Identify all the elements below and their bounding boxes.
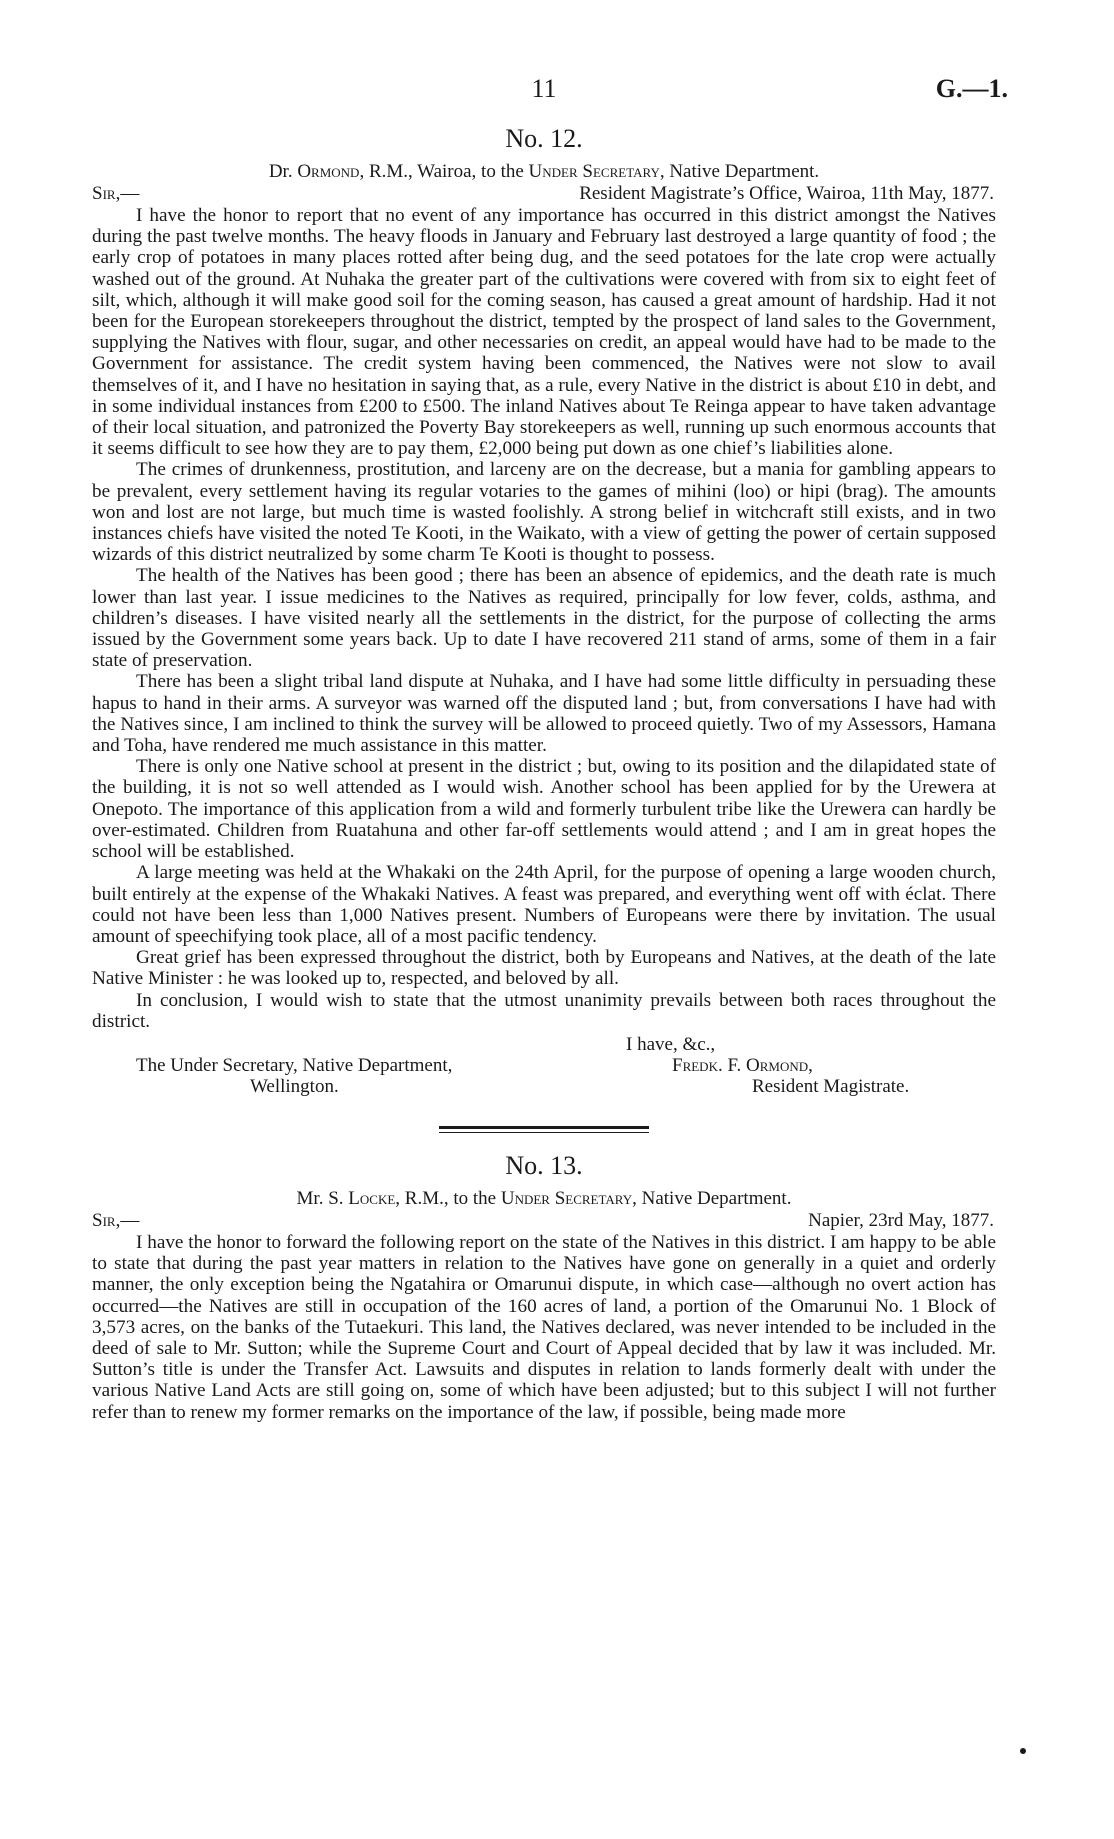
signature-title: Resident Magistrate. bbox=[752, 1075, 910, 1097]
section-divider bbox=[439, 1126, 649, 1129]
heading-from-rest: , R.M., Wairoa, to the bbox=[359, 161, 529, 182]
letter-no-12 bbox=[92, 124, 996, 1102]
section-divider-thin bbox=[439, 1132, 649, 1133]
heading-from-rest: , R.M., to the bbox=[395, 1187, 501, 1209]
paragraph: I have the honor to report that no event of any importance has occurred in this district amongst the Natives during the past twelve months. The heavy floods in January and February last destroyed a large quantity of food ; the early crop of potatoes in many places rotted after being dug, and the seed potatoes for the late crop were actually washed out of the ground. At Nuhaka the greater part of the cultivations were covered with from six to eight feet of silt, which, although it will make good soil for the coming season, has caused a great amount of hardship. Had it not been for the European storekeepers throughout the district, tempted by the prospect of land sales to the Government, supplying the Natives with flour, sugar, and other necessaries on credit, an appeal would have had to be made to the Government for assistance. The credit system having been commenced, the Natives were not slow to avail themselves of it, and I have no hesitation in saying that, as a rule, every Native in the district is about £10 in debt, and in some individual instances from £200 to £500. The inland Natives about Te Reinga appear to have taken advantage of their local situation, and patronized the Poverty Bay storekeepers as well, running up such enormous accounts that it seems difficult to see how they are to pay them, £2,000 being put down as one chief’s liabilities alone. bbox=[92, 205, 996, 460]
paragraph: A large meeting was held at the Whakaki on the 24th April, for the purpose of opening a large wooden church, built entirely at the expense of the Whakaki Natives. A feast was prepared, and everything went off with éclat. There could not have been less than 1,000 Natives present. Numbers of Europeans were there by invitation. The usual amount of speechifying took place, all of a most pacific tendency. bbox=[92, 862, 996, 947]
paragraph: There is only one Native school at present in the district ; but, owing to its position and the dilapidated state of the building, it is not so well attended as I would wish. Another school has been applied for by the Urewera at Onepoto. The importance of this application from a wild and formerly turbulent tribe like the Urewera can hardly be over-estimated. Children from Ruatahuna and other far-off settlements would attend ; and I am in great hopes the school will be established. bbox=[92, 756, 996, 863]
letter-heading bbox=[92, 1187, 996, 1210]
heading-from-prefix: Dr. bbox=[268, 161, 298, 182]
paragraph: I have the honor to forward the following report on the state of the Natives in this district. I am happy to be able to state that during the past year matters in relation to the Natives have gone on generally in a quiet and orderly manner, the only exception being the Ngatahira or Omarunui dispute, in which case—although no overt action has occurred—the Natives are still in occupation of the 160 acres of land, a portion of the Omarunui No. 1 Block of 3,573 acres, on the banks of the Tutaekuri. This land, the Natives declared, was never intended to be included in the deed of sale to Mr. Sutton; while the Supreme Court and Court of Appeal decided that by law it was included. Mr. Sutton’s title is under the Transfer Act. Lawsuits and disputes in relation to lands formerly dealt with under the various Native Land Acts are still going on, some of which have been adjusted; but to this subject I will not further refer than to renew my former remarks on the importance of the law, if possible, being made more bbox=[92, 1231, 996, 1423]
page-header bbox=[92, 74, 1008, 114]
heading-from-name: Locke bbox=[348, 1187, 396, 1209]
letter-number: No. 12. bbox=[505, 124, 583, 153]
letter-number: No. 13. bbox=[505, 1150, 583, 1180]
heading-to-rest: , Native Department. bbox=[632, 1187, 792, 1209]
letter-body bbox=[92, 1232, 996, 1423]
signature-prefix: Fredk. F. bbox=[672, 1054, 747, 1076]
closing: I have, &c., bbox=[626, 1033, 716, 1055]
addressee-line-2: Wellington. bbox=[250, 1075, 339, 1097]
salutation-row bbox=[92, 183, 996, 205]
paragraph: In conclusion, I would wish to state that the utmost unanimity prevails between both races throughout the district. bbox=[92, 989, 996, 1032]
salutation-row bbox=[92, 1210, 996, 1232]
signature-suffix: , bbox=[808, 1054, 813, 1076]
salutation: Sir,— bbox=[92, 1209, 140, 1231]
paragraph: The crimes of drunkenness, prostitution, and larceny are on the decrease, but a mania for gambling appears to be prevalent, every settlement having its regular votaries to the games of mihini (loo) or hipi (brag). The amounts won and lost are not large, but much time is wasted foolishly. A strong belief in witchcraft still exists, and in two instances chiefs have visited the noted Te Kooti, in the Waikato, with a view of getting the power of certain supposed wizards of this district neutralized by some charm Te Kooti is thought to possess. bbox=[92, 459, 996, 566]
paragraph: The health of the Natives has been good ; there has been an absence of epidemics, and the death rate is much lower than last year. I issue medicines to the Natives as required, principally for low fever, colds, asthma, and children’s diseases. I have visited nearly all the settlements in the district, for the purpose of collecting the arms issued by the Government some years back. Up to date I have recovered 211 stand of arms, some of them in a fair state of preservation. bbox=[92, 565, 996, 672]
letter-body bbox=[92, 205, 996, 1032]
heading-to-name: Under Secretary bbox=[528, 161, 660, 182]
heading-from-prefix: Mr. S. bbox=[296, 1187, 349, 1209]
salutation: Sir,— bbox=[92, 183, 140, 204]
page-number: 11 bbox=[531, 74, 557, 103]
paragraph: Great grief has been expressed throughout the district, both by Europeans and Natives, at the death of the late Native Minister : he was looked up to, respected, and beloved by all. bbox=[92, 947, 996, 990]
paper-reference: G.—1. bbox=[935, 74, 1008, 103]
heading-to-name: Under Secretary bbox=[500, 1187, 633, 1209]
place-date: Resident Magistrate’s Office, Wairoa, 11th May, 1877. bbox=[579, 183, 994, 204]
signature-block bbox=[92, 1034, 996, 1102]
place-date: Napier, 23rd May, 1877. bbox=[808, 1209, 994, 1231]
signature bbox=[672, 1055, 813, 1076]
addressee-line-1: The Under Secretary, Native Department, bbox=[136, 1054, 453, 1076]
heading-to-rest: , Native Department. bbox=[659, 161, 820, 182]
heading-from-name: Ormond bbox=[297, 161, 360, 182]
paragraph: There has been a slight tribal land dispute at Nuhaka, and I have had some little difficulty in persuading these hapus to hand in their arms. A surveyor was warned off the disputed land ; but, from conversations I have had with the Natives since, I am inclined to think the survey will be allowed to proceed quietly. Two of my Assessors, Hamana and Toha, have rendered me much assistance in this matter. bbox=[92, 671, 996, 757]
letter-heading bbox=[92, 160, 996, 183]
margin-mark bbox=[1020, 1748, 1026, 1754]
signature-name: Ormond bbox=[746, 1054, 809, 1076]
letter-no-13 bbox=[92, 1151, 996, 1423]
